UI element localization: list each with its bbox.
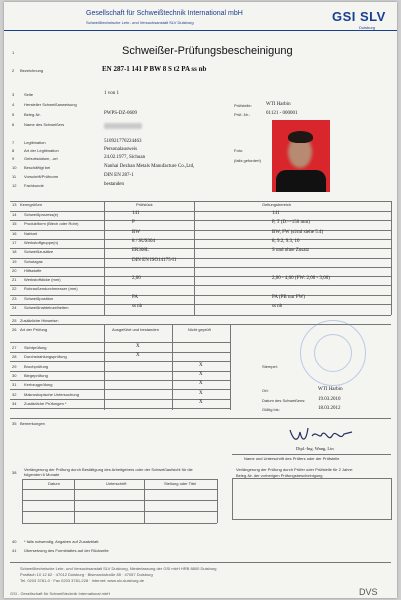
extension-right-title: Verlängerung der Prüfung durch Prüfer oder Prüfstelle für 2 Jahre: [236,467,354,472]
dvs-logo: DVS [359,587,378,597]
footnote-text: * falls notwendig, Angaben auf Zusatzblatt [24,539,99,544]
table-rule [10,258,391,259]
photo-label: Foto: [234,148,244,153]
not-tested-mark: X [199,381,203,387]
table-rule [10,352,230,353]
personal-value: bestanden [104,182,124,187]
parameter-label: Rohraußendurchmesser (mm) [24,286,78,292]
test-type-label: Biegeprüfung [24,372,48,378]
personal-label: Legitimation [24,140,46,145]
welder-photo [272,120,330,192]
extension-right-box [232,478,392,520]
row-number: 15 [12,221,17,227]
row-number: 4 [12,102,15,107]
test-value: ER308L [132,248,149,254]
validity-value: 19.03.2010 [318,397,341,402]
table-rule [391,201,392,315]
col-not: Nicht geprüft [188,327,211,332]
org-subtitle: Schweißtechnische Lehr- und Versuchsanstalt SLV Duisburg [86,20,194,25]
row-number: 35 [12,421,17,426]
table-rule [10,371,230,372]
designation-value: EN 287-1 141 P BW 8 S t2 PA ss nb [102,65,207,73]
col-test: Prüfstück [136,202,153,207]
row-number: 20 [12,267,17,273]
table-rule [232,454,391,455]
designation-label: Bezeichnung [20,68,44,73]
row-number: 9 [12,156,15,161]
range-value: 141 [272,211,280,216]
logo-city: Duisburg [359,25,376,30]
meta-value: 1 von 1 [104,91,119,96]
official-stamp-inner [314,334,352,372]
photo-jacket [276,170,326,192]
validity-label: Gültig bis: [262,407,280,412]
table-rule [22,523,217,524]
table-rule [10,295,391,296]
passed-mark: X [136,344,140,349]
col-type: Art der Prüfung [20,327,48,332]
personal-value: Personalausweis [104,147,138,152]
row-number: 22 [12,286,17,292]
col-position: Stellung oder Titel [164,481,197,486]
personal-value: 24.02.1977, Sichuan [104,155,146,160]
extension-right-sub: Beleg-Nr. der vorherigen Prüfungsbescheinigung [236,473,323,478]
validity-value: 18.03.2012 [318,406,341,411]
parameter-label: Schweißnahteinzelheiten [24,305,69,310]
meta-label: Seite [24,92,34,97]
footer-line-3: Tel. 0203 3781-0 · Fax 0203 3781-228 · Internet: www.slv-duisburg.de [20,578,145,583]
test-value: 8 / SUS304 [132,238,156,244]
range-value: ss nb [272,304,283,309]
row-number: 18 [12,249,17,255]
row-number: 26 [12,327,17,332]
table-rule [10,230,391,231]
row-number: 1 [12,50,15,55]
row-number: 38 [12,470,17,475]
col-done: Ausgeführt und bestanden [112,327,159,332]
row-number: 29 [12,363,17,369]
table-rule [10,248,391,249]
notes-label: Zusätzliche Hinweise: [20,318,59,323]
row-number: 24 [12,305,17,310]
table-rule [10,201,391,202]
row-number: 41 [12,548,17,553]
row-number: 21 [12,277,17,283]
table-rule [22,489,217,490]
photo-note: (falls gefordert) [234,158,261,163]
personal-label: Beschäftigt bei [24,165,51,170]
table-rule [74,479,75,523]
validity-label: Datum des Schweißens: [262,398,306,403]
table-rule [10,418,391,419]
table-rule [22,511,217,512]
redacted-name [104,123,142,129]
stamp-label: Stempel: [262,364,278,369]
row-number: 10 [12,165,17,170]
row-number: 17 [12,239,17,245]
parameter-label: Schweißzusätze [24,249,54,255]
page-title: Schweißer-Prüfungsbescheinigung [122,45,293,57]
personal-value: 510921770224463 [104,139,142,144]
row-number: 34 [12,400,17,406]
parameter-label: Hilfsstoffe [24,267,42,273]
row-number: 5 [12,112,15,117]
table-rule [10,276,391,277]
table-rule [10,380,230,381]
footer-line-1: Schweißtechnische Lehr- und Versuchsanstalt SLV Duisburg, Niederlassung der GSI mbH HRB 8800 Duisburg [20,566,217,571]
table-rule [10,399,230,400]
header-rule [4,30,397,31]
exam-no-value: 01121 - 000001 [266,111,298,116]
table-rule [144,479,145,523]
test-type-label: Sichtprüfung [24,345,47,350]
row-number: 14 [12,212,17,217]
row-number: 6 [12,122,15,127]
footer-company: GSI - Gesellschaft für Schweißtechnik International mbH [10,591,111,596]
test-type-label: Durchstrahlungsprüfung [24,354,67,360]
gsi-slv-logo: GSI SLV [332,9,386,24]
table-rule [172,324,173,410]
examiner-value: WTI Harbin [266,102,291,107]
row-number: 2 [12,68,15,73]
meta-label: Beleg-Nr. [24,112,41,117]
personal-value: Nanhai Dezhan Metals Manufacture Co.,Ltd, [104,164,195,169]
row-number: 3 [12,92,15,97]
test-type-label: Makroskopische Untersuchung [24,391,79,397]
row-number: 32 [12,391,17,397]
range-value: P, T (D>=150 mm) [272,220,310,226]
footer-rule [10,562,391,563]
table-rule [230,324,231,410]
certificate-sheet [4,2,397,598]
not-tested-mark: X [199,371,203,377]
remarks-label: Bemerkungen [20,421,45,426]
parameter-label: Werkstoffgruppe(n) [24,239,59,245]
table-rule [10,408,230,409]
exam-no-label: Prüf.-Nr.: [234,112,251,117]
test-value: DIN EN ISO14175-I1 [132,257,177,263]
test-type-label: Zusätzliche Prüfungen * [24,400,67,406]
row-number: 16 [12,230,17,236]
col-sign: Unterschrift [106,481,127,486]
table-rule [10,389,230,390]
validity-label: Ort: [262,388,269,393]
table-rule [22,479,23,523]
examiner-signature [286,422,356,448]
meta-label: Hersteller Schweißanweisung [24,102,77,107]
validity-value: WTI Harbin [318,387,343,392]
table-rule [10,342,230,343]
meta-label: Name des Schweißers [24,122,65,127]
range-value: 8, 9.2, 9.3, 10 [272,238,300,244]
extension-left-title: Verlängerung der Prüfung durch Bestätigung des Arbeitgebers oder der Schweißaufsicht für die folgenden 6 Monate [24,467,193,477]
personal-label: Geburtsdatum, -ort [24,156,58,161]
parameter-label: Schutzgas [24,258,43,264]
meta-value: PWPS-DZ-0609 [104,111,138,116]
table-rule [104,324,105,410]
range-value: PA (PB nur FW) [272,294,306,300]
signatory-name: Dipl.-Ing. Wang, Lin [296,446,334,451]
table-rule [10,267,391,268]
row-number: 12 [12,183,17,188]
table-rule [10,315,391,316]
photo-hair [288,131,313,143]
test-type-label: Kerbzugprüfung [24,382,53,388]
test-value: BW [132,229,141,235]
col-param: Kenngrößen [20,202,43,207]
not-tested-mark: X [199,390,203,396]
personal-label: Art der Legitimation [24,148,59,153]
table-rule [217,479,218,523]
range-value: 2,00 - 4,00 (FW: 2,00 - 3,00) [272,276,330,282]
parameter-label: Werkstoffdicke (mm) [24,277,61,283]
table-rule [22,479,217,480]
row-number: 13 [12,202,17,207]
row-number: 28 [12,354,17,360]
test-type-label: Bruchprüfung [24,363,49,369]
parameter-label: Produktform (Blech oder Rohr) [24,221,79,227]
footer-line-2: Postfach 10 12 62 · 47012 Duisburg · Bismarckstraße 85 · 47057 Duisburg [20,572,153,577]
table-rule [10,239,391,240]
row-number: 19 [12,258,17,264]
test-value: PA [132,294,138,300]
test-value: P [132,220,135,226]
table-rule [10,361,230,362]
org-name: Gesellschaft für Schweißtechnik International mbH [86,10,243,17]
test-value: 2,00 [132,276,141,282]
not-tested-mark: X [199,362,203,368]
personal-label: Fachkunde [24,183,44,188]
row-number: 11 [12,174,17,179]
parameter-label: Schweißprozess(e) [24,212,59,217]
col-range: Geltungsbereich [262,202,292,207]
range-value: S und ohne Zusatz [272,248,310,254]
test-value: ss nb [132,304,143,309]
row-number: 25 [12,318,17,323]
personal-label: Vorschrift/Prüfnorm [24,174,59,179]
signatory-caption: Name und Unterschrift des Prüfers oder der Prüfstelle [244,456,340,461]
personal-value: DIN EN 287-1 [104,173,134,178]
row-number: 30 [12,372,17,378]
table-rule [22,500,217,501]
parameter-label: Nahtart [24,230,38,236]
footnote-text: Übersetzung des Formblattes auf der Rückseite [24,548,109,553]
row-number: 7 [12,140,15,145]
row-number: 8 [12,148,15,153]
table-rule [10,211,391,212]
row-number: 40 [12,539,17,544]
examiner-label: Prüfstelle: [234,103,252,108]
row-number: 23 [12,295,17,301]
range-value: BW, FW (sl/ml siehe 5.4) [272,229,324,235]
not-tested-mark: X [199,399,203,405]
row-number: 31 [12,382,17,388]
parameter-label: Schweißposition [24,295,54,301]
col-date: Datum [48,481,60,486]
passed-mark: X [136,353,140,359]
row-number: 27 [12,345,17,350]
test-value: 141 [132,211,140,216]
